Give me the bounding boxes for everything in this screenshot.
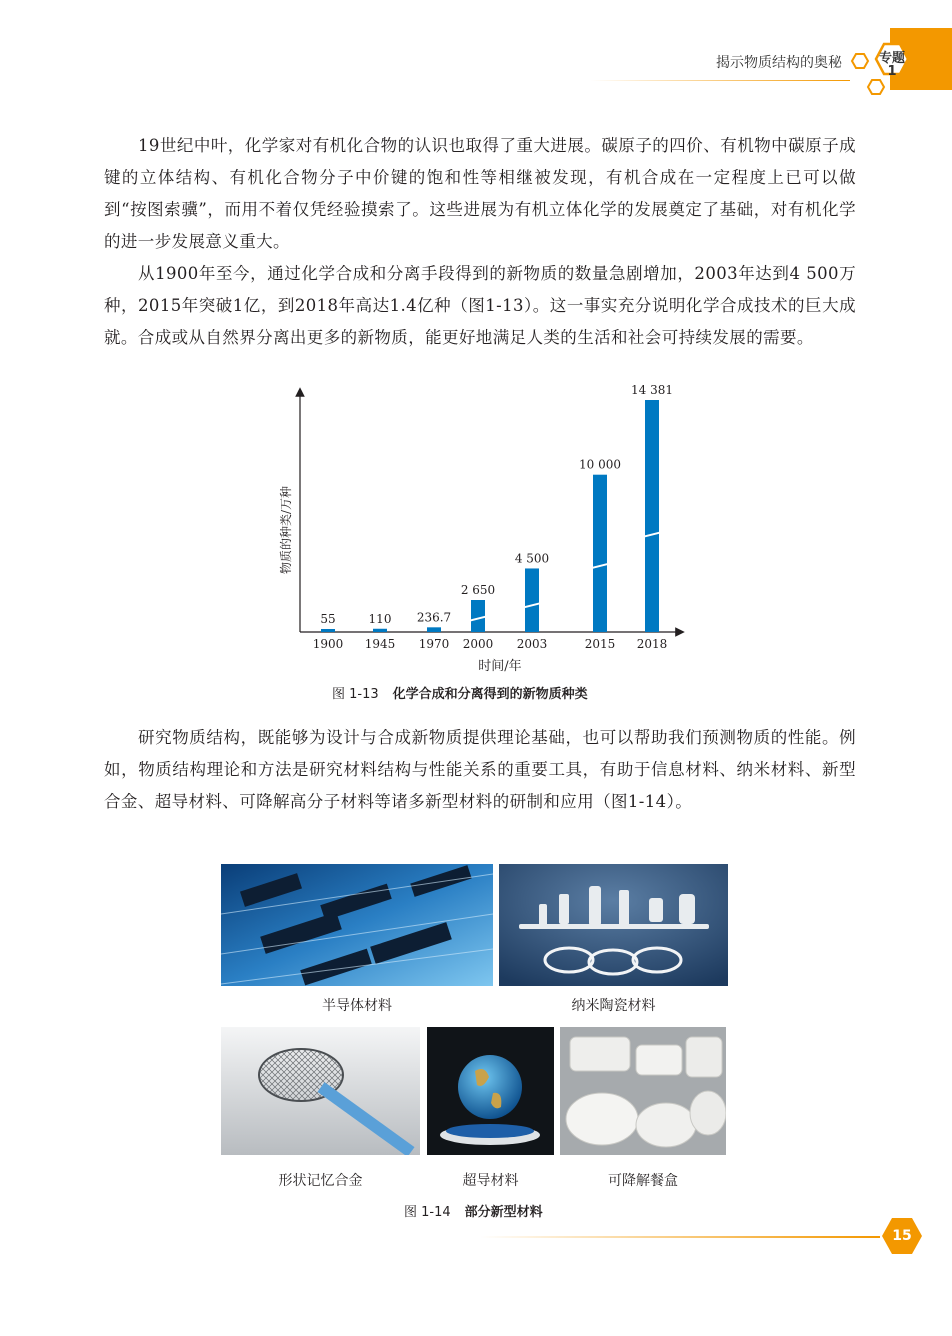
value-label-2015: 10 000: [579, 457, 621, 472]
tick-label-2018: 2018: [636, 637, 668, 651]
bar-1900: [321, 629, 335, 632]
page-number: 15: [892, 1228, 912, 1244]
new-substances-bar-chart: [270, 380, 690, 680]
photo-label-nano-ceramic: 纳米陶瓷材料: [571, 998, 656, 1014]
photo-label-biodegradable-box: 可降解餐盒: [608, 1173, 678, 1189]
figure-13-title: 化学合成和分离得到的新物质种类: [392, 687, 588, 702]
value-label-1945: 110: [368, 611, 392, 626]
figure-13-caption: [332, 683, 588, 702]
ceramic-parts-icon: [499, 864, 728, 986]
tick-label-1900: 1900: [312, 637, 344, 651]
nano-ceramic-photo: [499, 864, 728, 986]
badge-number: 1: [887, 64, 897, 79]
shape-memory-alloy-photo: [221, 1027, 420, 1155]
value-label-2003: 4 500: [514, 551, 550, 566]
y-axis-label: 物质的种类/万种: [279, 485, 293, 575]
figure-13-number: 图 1-13: [332, 687, 379, 702]
photo-label-superconductor: 超导材料: [462, 1173, 519, 1189]
tick-label-2000: 2000: [462, 637, 494, 651]
tick-label-2015: 2015: [584, 637, 616, 651]
header-rule: [590, 80, 850, 81]
bar-2003: [525, 568, 539, 632]
levitating-globe-icon: [427, 1027, 554, 1155]
superconductor-photo: [427, 1027, 554, 1155]
semiconductor-photo: [221, 864, 493, 986]
value-label-1970: 236.7: [416, 610, 452, 625]
figure-14-number: 图 1-14: [404, 1205, 451, 1220]
paragraph-new-substances: 从1900年至今，通过化学合成和分离手段得到的新物质的数量急剧增加，2003年达到4 500万种，2015年突破1亿，到2018年高达1.4亿种（图1-13）。这一事实充分说明化学合成技术的巨大成就。合成或从自然界分离出更多的新物质，能更好地满足人类的生活和社会可持续发展的需要。: [104, 264, 856, 347]
circuit-board-icon: [221, 864, 493, 986]
value-label-2018: 14 381: [631, 383, 673, 397]
figure-14-caption: [404, 1201, 543, 1220]
chapter-badge: [876, 52, 908, 78]
section-title: 揭示物质结构的奥秘: [716, 55, 842, 71]
bar-2015: [593, 475, 607, 632]
tick-label-1970: 1970: [418, 637, 450, 651]
photo-label-shape-memory-alloy: 形状记忆合金: [278, 1173, 363, 1189]
paragraph-material-structure: 研究物质结构，既能够为设计与合成新物质提供理论基础，也可以帮助我们预测物质的性能。例如，物质结构理论和方法是研究材料结构与性能关系的重要工具，有助于信息材料、纳米材料、新型合金、超导材料、可降解高分子材料等诸多新型材料的研制和应用（图1-14）。: [104, 728, 856, 811]
tick-label-2003: 2003: [516, 637, 548, 651]
bar-2000: [471, 600, 485, 632]
tick-label-1945: 1945: [364, 637, 396, 651]
alloy-mesh-icon: [221, 1027, 420, 1155]
paragraph-organic-chemistry: 19世纪中叶，化学家对有机化合物的认识也取得了重大进展。碳原子的四价、有机物中碳原子成键的立体结构、有机化合物分子中价键的饱和性等相继被发现，有机合成在一定程度上已可以做到“按图索骥”，而用不着仅凭经验摸索了。这些进展为有机立体化学的发展奠定了基础，对有机化学的进一步发展意义重大。: [104, 136, 856, 251]
bar-2018: [645, 400, 659, 632]
bar-1945: [373, 629, 387, 632]
badge-text: 专题: [878, 51, 905, 66]
footer-rule: [480, 1236, 880, 1238]
figure-14-title: 部分新型材料: [464, 1205, 543, 1220]
biodegradable-box-photo: [560, 1027, 726, 1155]
bar-1970: [427, 627, 441, 632]
photo-label-semiconductor: 半导体材料: [322, 998, 392, 1014]
value-label-1900: 55: [320, 612, 336, 626]
value-label-2000: 2 650: [460, 583, 496, 597]
lunch-box-icon: [560, 1027, 726, 1155]
x-axis-label: 时间/年: [478, 659, 522, 674]
